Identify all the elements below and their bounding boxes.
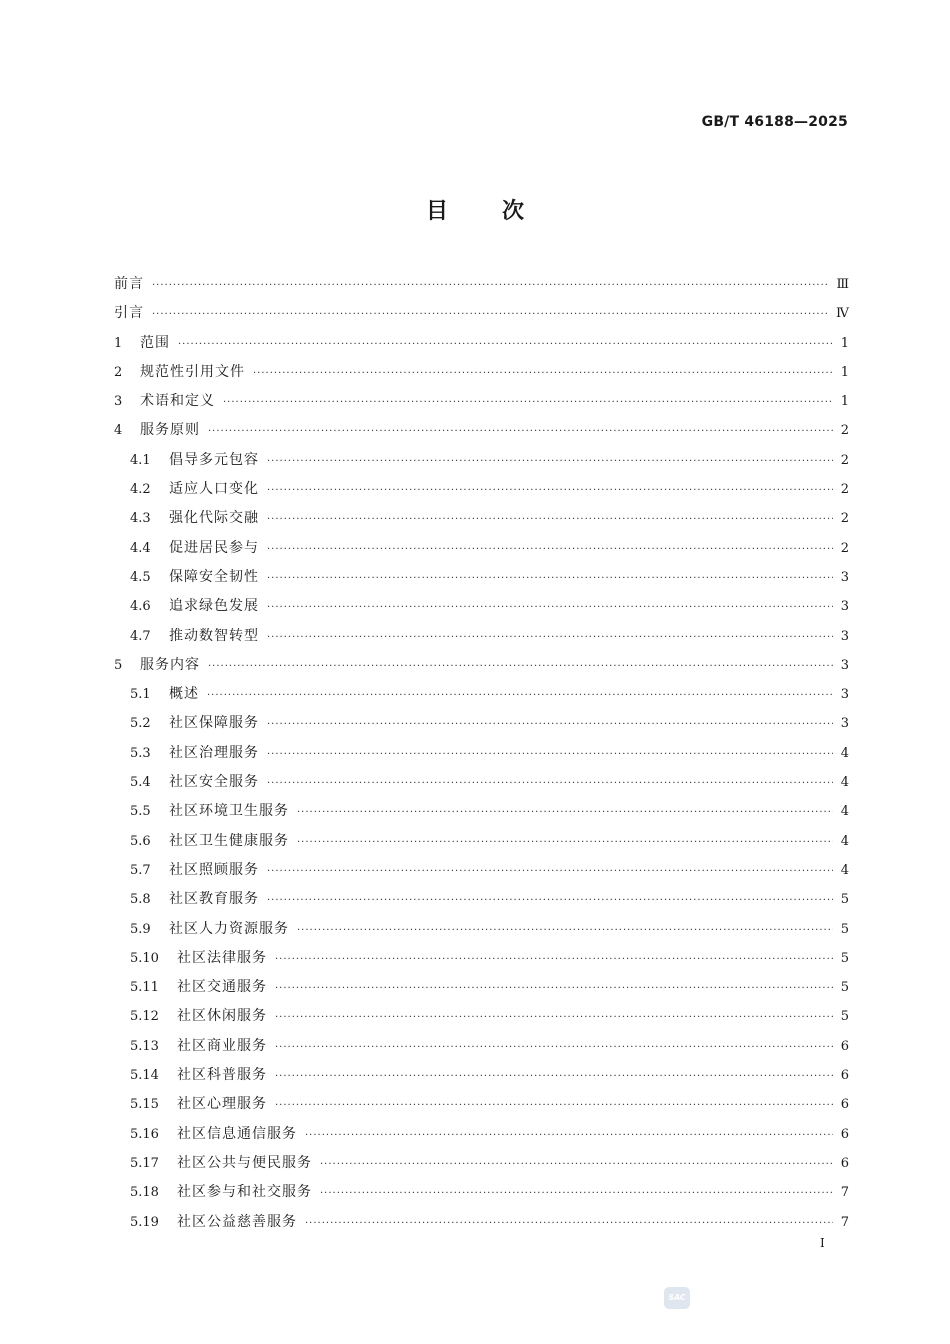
toc-entry[interactable] <box>114 475 849 504</box>
toc-entry-number: 4.1 <box>130 452 151 468</box>
toc-entry-page: Ⅳ <box>836 306 849 322</box>
toc-entry[interactable] <box>114 1178 849 1207</box>
toc-leader-dots <box>305 1209 833 1238</box>
toc-entry[interactable] <box>114 973 849 1002</box>
toc-entry-label: 社区参与和社交服务 <box>177 1184 312 1201</box>
toc-entry-page: 7 <box>840 1185 849 1201</box>
toc-entry-page: 6 <box>840 1097 849 1113</box>
toc-entry-label: 社区信息通信服务 <box>177 1125 297 1142</box>
toc-entry-label: 社区休闲服务 <box>177 1008 267 1025</box>
toc-entry-number: 4.6 <box>130 599 151 615</box>
toc-entry-page: 4 <box>840 833 849 849</box>
page-number: I <box>820 1236 825 1250</box>
toc-entry-number: 4.3 <box>130 511 151 527</box>
toc-entry-number: 5.8 <box>130 892 151 908</box>
toc-leader-dots <box>267 505 833 534</box>
toc-entry[interactable] <box>114 944 849 973</box>
toc-entry-number: 3 <box>114 394 123 410</box>
toc-entry[interactable] <box>114 387 849 416</box>
toc-entry-number: 5.16 <box>130 1126 159 1142</box>
toc-entry-number: 2 <box>114 364 123 380</box>
toc-entry-page: 1 <box>840 394 849 410</box>
toc-entry[interactable] <box>114 1120 849 1149</box>
toc-entry-label: 倡导多元包容 <box>169 451 259 468</box>
toc-entry-number: 5.3 <box>130 745 151 761</box>
toc-entry-page: 4 <box>840 804 849 820</box>
toc-entry[interactable] <box>114 299 849 328</box>
toc-entry-number: 5 <box>114 657 123 673</box>
toc-entry-label: 概述 <box>169 686 199 703</box>
toc-entry-page: 6 <box>840 1038 849 1054</box>
toc-entry-page: 5 <box>840 980 849 996</box>
toc-entry-label: 社区交通服务 <box>177 979 267 996</box>
toc-leader-dots <box>208 652 833 681</box>
toc-entry[interactable] <box>114 622 849 651</box>
table-of-contents <box>114 270 849 1237</box>
toc-entry-page: 3 <box>840 569 849 585</box>
toc-entry[interactable] <box>114 416 849 445</box>
toc-leader-dots <box>267 710 833 739</box>
toc-entry-number: 5.4 <box>130 775 151 791</box>
toc-entry-label: 社区卫生健康服务 <box>169 832 289 849</box>
toc-leader-dots <box>267 740 833 769</box>
toc-entry-label: 推动数智转型 <box>169 627 259 644</box>
toc-entry[interactable] <box>114 1090 849 1119</box>
toc-entry-label: 服务原则 <box>140 422 200 439</box>
toc-entry[interactable] <box>114 1061 849 1090</box>
toc-entry[interactable] <box>114 709 849 738</box>
toc-entry[interactable] <box>114 1032 849 1061</box>
toc-entry-number: 5.19 <box>130 1214 159 1230</box>
toc-entry-number: 5.9 <box>130 921 151 937</box>
toc-entry-number: 5.5 <box>130 804 151 820</box>
toc-entry-label: 范围 <box>140 334 170 351</box>
toc-leader-dots <box>267 769 833 798</box>
page-title: 目次 <box>425 199 578 224</box>
toc-entry-page: 3 <box>840 657 849 673</box>
toc-entry[interactable] <box>114 504 849 533</box>
toc-entry[interactable] <box>114 827 849 856</box>
toc-entry-label: 前言 <box>114 276 144 292</box>
toc-entry-label: 追求绿色发展 <box>169 598 259 615</box>
toc-entry[interactable] <box>114 329 849 358</box>
toc-entry[interactable] <box>114 768 849 797</box>
toc-entry-label: 社区环境卫生服务 <box>169 803 289 820</box>
toc-entry-label: 社区公共与便民服务 <box>177 1154 312 1171</box>
toc-leader-dots <box>178 330 833 359</box>
toc-entry-page: 1 <box>840 364 849 380</box>
toc-leader-dots <box>267 886 833 915</box>
toc-leader-dots <box>275 1091 833 1120</box>
toc-leader-dots <box>267 447 833 476</box>
toc-entry-label: 引言 <box>114 305 144 322</box>
toc-leader-dots <box>297 916 833 945</box>
toc-leader-dots <box>275 1033 833 1062</box>
toc-entry-number: 1 <box>114 335 123 351</box>
toc-leader-dots <box>267 535 833 564</box>
toc-entry-number: 5.7 <box>130 862 151 878</box>
toc-entry-label: 社区法律服务 <box>177 949 267 966</box>
toc-entry-page: 6 <box>840 1126 849 1142</box>
toc-leader-dots <box>297 828 833 857</box>
toc-entry-number: 5.13 <box>130 1038 159 1054</box>
toc-entry[interactable] <box>114 797 849 826</box>
toc-entry[interactable] <box>114 739 849 768</box>
toc-entry-label: 促进居民参与 <box>169 539 259 556</box>
toc-entry-page: 5 <box>840 1009 849 1025</box>
toc-entry[interactable] <box>114 680 849 709</box>
toc-leader-dots <box>267 857 833 886</box>
toc-entry-label: 社区保障服务 <box>169 715 259 732</box>
toc-entry-page: 5 <box>840 892 849 908</box>
toc-leader-dots <box>305 1121 833 1150</box>
sac-logo-watermark: SAC <box>664 1287 690 1309</box>
toc-entry-label: 社区心理服务 <box>177 1096 267 1113</box>
toc-entry-label: 适应人口变化 <box>169 481 259 498</box>
toc-entry[interactable] <box>114 856 849 885</box>
toc-entry-page: 6 <box>840 1068 849 1084</box>
toc-leader-dots <box>275 974 833 1003</box>
toc-entry-page: 2 <box>840 540 849 556</box>
toc-entry-label: 规范性引用文件 <box>140 363 245 380</box>
toc-leader-dots <box>320 1179 833 1208</box>
toc-entry[interactable] <box>114 915 849 944</box>
toc-entry[interactable] <box>114 270 849 299</box>
toc-entry-page: 6 <box>840 1155 849 1171</box>
toc-leader-dots <box>320 1150 833 1179</box>
toc-entry-number: 5.12 <box>130 1009 159 1025</box>
toc-entry-page: 2 <box>840 482 849 498</box>
standard-code: GB/T 46188—2025 <box>701 114 848 130</box>
toc-leader-dots <box>223 388 833 417</box>
toc-entry-page: 3 <box>840 628 849 644</box>
toc-entry[interactable] <box>114 358 849 387</box>
toc-entry[interactable] <box>114 1149 849 1178</box>
toc-leader-dots <box>275 1062 833 1091</box>
toc-leader-dots <box>297 798 833 827</box>
toc-entry-label: 社区人力资源服务 <box>169 920 289 937</box>
toc-entry[interactable] <box>114 1208 849 1237</box>
toc-leader-dots <box>152 300 830 329</box>
toc-entry-number: 5.15 <box>130 1097 159 1113</box>
toc-leader-dots <box>208 417 833 446</box>
toc-entry-label: 社区公益慈善服务 <box>177 1213 297 1230</box>
toc-leader-dots <box>152 271 830 300</box>
toc-entry-label: 社区商业服务 <box>177 1037 267 1054</box>
toc-entry-page: 1 <box>840 335 849 351</box>
toc-entry-page: 2 <box>840 423 849 439</box>
toc-entry-number: 5.1 <box>130 687 151 703</box>
toc-entry-number: 5.2 <box>130 716 151 732</box>
toc-entry-number: 4.4 <box>130 540 151 556</box>
toc-entry-label: 服务内容 <box>140 656 200 673</box>
toc-entry-page: 4 <box>840 745 849 761</box>
toc-entry-number: 4.7 <box>130 628 151 644</box>
toc-entry-label: 社区安全服务 <box>169 774 259 791</box>
toc-entry-page: 2 <box>840 452 849 468</box>
toc-leader-dots <box>267 564 833 593</box>
toc-entry-label: 保障安全韧性 <box>169 568 259 585</box>
toc-entry-number: 4.2 <box>130 482 151 498</box>
toc-leader-dots <box>267 476 833 505</box>
toc-entry-page: 7 <box>840 1214 849 1230</box>
toc-entry-page: 3 <box>840 599 849 615</box>
toc-leader-dots <box>253 359 833 388</box>
toc-entry[interactable] <box>114 446 849 475</box>
toc-entry-label: 社区教育服务 <box>169 891 259 908</box>
toc-entry-number: 5.11 <box>130 980 159 996</box>
toc-entry-label: 术语和定义 <box>140 393 215 410</box>
toc-entry-number: 5.14 <box>130 1068 159 1084</box>
toc-entry-number: 5.6 <box>130 833 151 849</box>
toc-entry-number: 4 <box>114 423 123 439</box>
toc-entry-label: 社区科普服务 <box>177 1067 267 1084</box>
toc-entry[interactable] <box>114 885 849 914</box>
toc-leader-dots <box>207 681 833 710</box>
toc-entry[interactable] <box>114 534 849 563</box>
toc-entry-label: 社区照顾服务 <box>169 861 259 878</box>
toc-leader-dots <box>267 593 833 622</box>
toc-entry-label: 社区治理服务 <box>169 744 259 761</box>
toc-entry-label: 强化代际交融 <box>169 510 259 527</box>
toc-entry[interactable] <box>114 651 849 680</box>
toc-entry-page: 3 <box>840 687 849 703</box>
toc-leader-dots <box>275 945 833 974</box>
toc-entry-number: 5.17 <box>130 1155 159 1171</box>
toc-entry-number: 4.5 <box>130 569 151 585</box>
toc-entry-page: 4 <box>840 862 849 878</box>
toc-entry-page: 3 <box>840 716 849 732</box>
toc-leader-dots <box>267 623 833 652</box>
toc-entry-number: 5.18 <box>130 1185 159 1201</box>
toc-entry-page: 5 <box>840 950 849 966</box>
toc-entry-page: Ⅲ <box>836 277 849 292</box>
toc-entry-number: 5.10 <box>130 950 159 966</box>
toc-entry[interactable] <box>114 563 849 592</box>
toc-entry-page: 4 <box>840 775 849 791</box>
toc-entry[interactable] <box>114 592 849 621</box>
toc-leader-dots <box>275 1003 833 1032</box>
toc-entry[interactable] <box>114 1002 849 1031</box>
toc-entry-page: 5 <box>840 921 849 937</box>
toc-entry-page: 2 <box>840 511 849 527</box>
